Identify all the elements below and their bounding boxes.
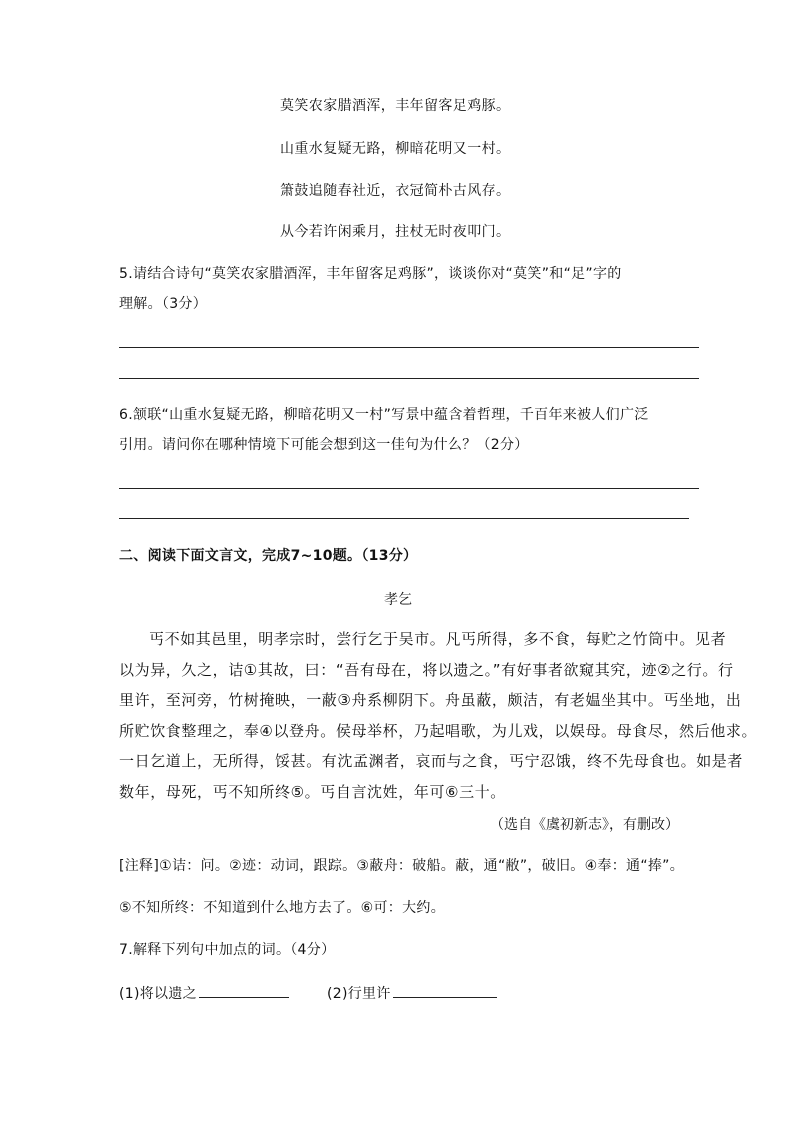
section-heading: 二、阅读下面文言文，完成7~10题。（13分） — [119, 548, 418, 564]
question-5-line-1: 5.请结合诗句“莫笑农家腊酒浑，丰年留客足鸡豚”，谈谈你对“莫笑”和“足”字的 — [119, 266, 622, 282]
passage-line: 丐不如其邑里，明孝宗时，尝行乞于吴市。凡丐所得，多不食，每贮之竹筒中。见者 — [149, 630, 727, 648]
question-7-item-2 — [327, 983, 497, 1003]
passage-line: 一日乞道上，无所得，馁甚。有沈孟渊者，哀而与之食，丐宁忍饿，终不先母食也。如是者 — [119, 752, 744, 770]
poem-line: 山重水复疑无路，柳暗花明又一村。 — [280, 141, 511, 157]
question-7-item-1 — [119, 983, 289, 1003]
passage-line: 里许，至河旁，竹树掩映，一蔽③舟系柳阴下。舟虽蔽，颇洁，有老媪坐其中。丐坐地，出 — [119, 691, 742, 709]
answer-blank[interactable] — [199, 996, 289, 998]
passage-line: 数年，母死，丐不知所终⑤。丐自言沈姓，年可⑥三十。 — [119, 783, 506, 801]
passage-source: （选自《虞初新志》，有删改） — [490, 817, 679, 833]
poem-line: 莫笑农家腊酒浑，丰年留客足鸡豚。 — [280, 98, 511, 114]
passage-line: 以为异，久之，诘①其故，曰：“吾有母在，将以遗之。”有好事者欲窥其究，迹②之行。行 — [119, 661, 734, 679]
question-6-line-1: 6.颔联“山重水复疑无路，柳暗花明又一村”写景中蕴含着哲理，千百年来被人们广泛 — [119, 407, 649, 423]
poem-line: 从今若许闲乘月，拄杖无时夜叩门。 — [280, 224, 511, 240]
item-label: (2)行里许 — [327, 986, 391, 1002]
answer-line[interactable] — [119, 378, 699, 379]
annotation-line: [注释]①诘：问。②迹：动词，跟踪。③蔽舟：破船。蔽，通“敝”，破旧。④奉：通“捧”。 — [119, 858, 685, 874]
answer-line[interactable] — [119, 518, 689, 519]
answer-line[interactable] — [119, 488, 699, 489]
answer-line[interactable] — [119, 347, 699, 348]
question-7-text: 7.解释下列句中加点的词。（4分） — [119, 942, 336, 958]
passage-title: 孝乞 — [384, 592, 412, 608]
item-label: (1)将以遗之 — [119, 986, 197, 1002]
poem-line: 箫鼓追随春社近，衣冠简朴古风存。 — [280, 183, 511, 199]
annotation-line: ⑤不知所终：不知道到什么地方去了。⑥可：大约。 — [119, 900, 445, 916]
question-5-line-2: 理解。（3分） — [119, 296, 208, 312]
answer-blank[interactable] — [393, 996, 497, 998]
passage-line: 所贮饮食整理之，奉④以登舟。侯母举杯，乃起唱歌，为儿戏，以娱母。母食尽，然后他求。 — [119, 722, 758, 740]
question-6-line-2: 引用。请问你在哪种情境下可能会想到这一佳句为什么？（2分） — [119, 437, 529, 453]
